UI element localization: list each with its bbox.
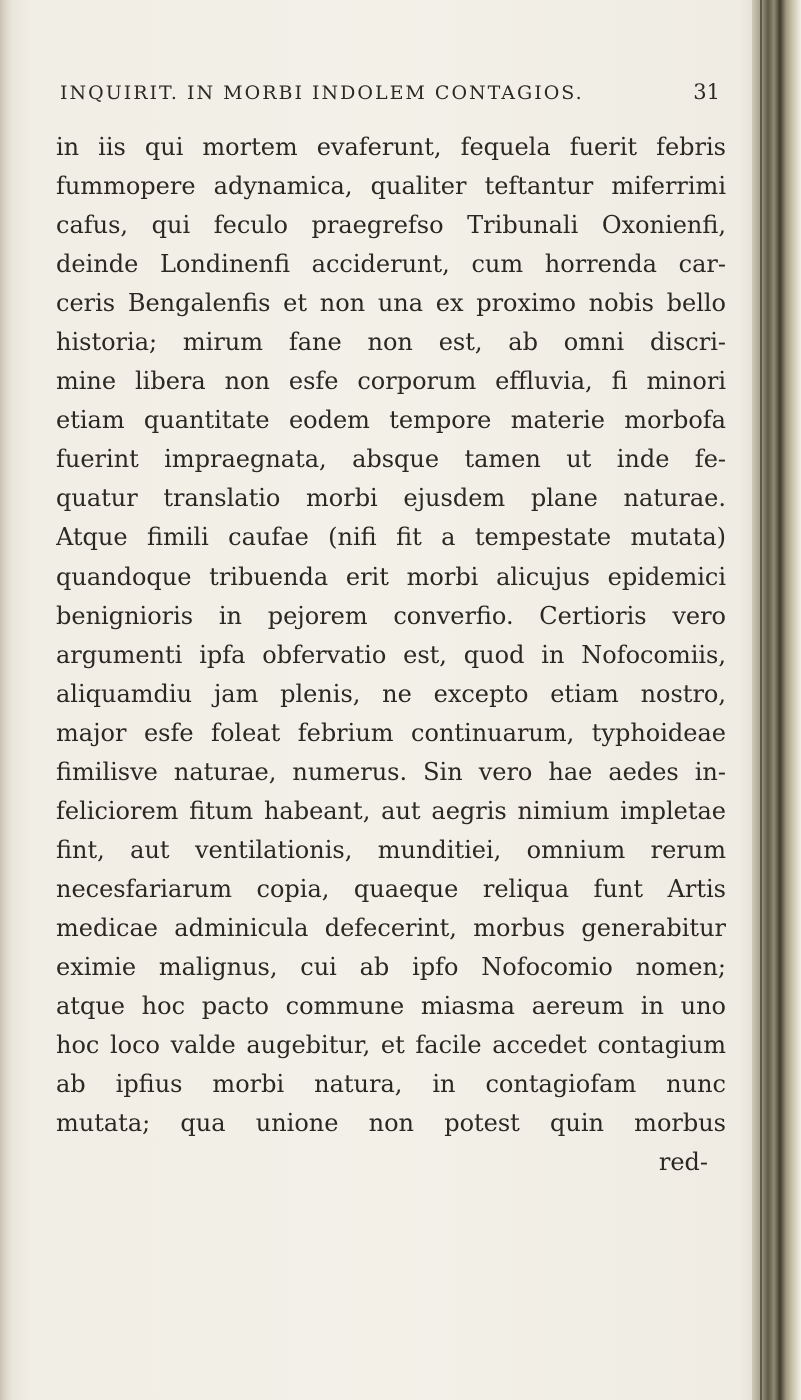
text-line: ab ipfius morbi natura, in contagiofam nunc	[56, 1070, 726, 1099]
text-line: mine libera non esfe corporum effluvia, fi minori	[56, 367, 726, 396]
text-line: atque hoc pacto commune miasma aereum in uno	[56, 992, 726, 1021]
text-line: quandoque tribuenda erit morbi alicujus epidemici	[56, 562, 726, 591]
text-line: medicae adminicula defecerint, morbus generabitur	[56, 913, 726, 942]
text-line: fint, aut ventilationis, munditiei, omnium rerum	[56, 835, 726, 864]
text-line: mutata; qua unione non potest quin morbus	[56, 1109, 726, 1138]
text-line: etiam quantitate eodem tempore materie morbofa	[56, 406, 726, 435]
text-line: argumenti ipfa obfervatio est, quod in Nofocomiis,	[56, 640, 726, 669]
text-line: hoc loco valde augebitur, et facile accedet contagium	[56, 1031, 726, 1060]
catchword: red-	[658, 1148, 708, 1177]
page-edge-shadow	[0, 0, 12, 1400]
gutter-fold-line	[760, 0, 762, 1400]
running-title: INQUIRIT. IN MORBI INDOLEM CONTAGIOS.	[60, 82, 584, 104]
text-line: fimilisve naturae, numerus. Sin vero hae aedes in-	[56, 757, 726, 786]
page-number: 31	[693, 80, 720, 104]
text-line: necesfariarum copia, quaeque reliqua funt Artis	[56, 874, 726, 903]
text-line: cafus, qui feculo praegrefso Tribunali Oxonienfi,	[56, 211, 726, 240]
text-line: deinde Londinenfi acciderunt, cum horrenda car-	[56, 250, 726, 279]
text-line: ceris Bengalenfis et non una ex proximo nobis bello	[56, 289, 726, 318]
running-header	[60, 80, 720, 114]
text-line: benignioris in pejorem converfio. Certioris vero	[56, 601, 726, 630]
text-line: historia; mirum fane non est, ab omni discri-	[56, 328, 726, 357]
body-text	[56, 128, 726, 1182]
text-line: fummopere adynamica, qualiter teftantur miferrimi	[56, 172, 726, 201]
text-line: quatur translatio morbi ejusdem plane naturae.	[56, 484, 726, 513]
text-line: Atque fimili caufae (nifi fit a tempestate mutata)	[56, 523, 726, 552]
text-line: fuerint impraegnata, absque tamen ut inde fe-	[56, 445, 726, 474]
text-line: feliciorem fitum habeant, aut aegris nimium impletae	[56, 796, 726, 825]
text-line: in iis qui mortem evaferunt, fequela fuerit febris	[56, 133, 726, 161]
text-line: major esfe foleat febrium continuarum, typhoideae	[56, 718, 726, 747]
text-line: aliquamdiu jam plenis, ne excepto etiam nostro,	[56, 679, 726, 708]
text-line: eximie malignus, cui ab ipfo Nofocomio nomen;	[56, 952, 726, 981]
